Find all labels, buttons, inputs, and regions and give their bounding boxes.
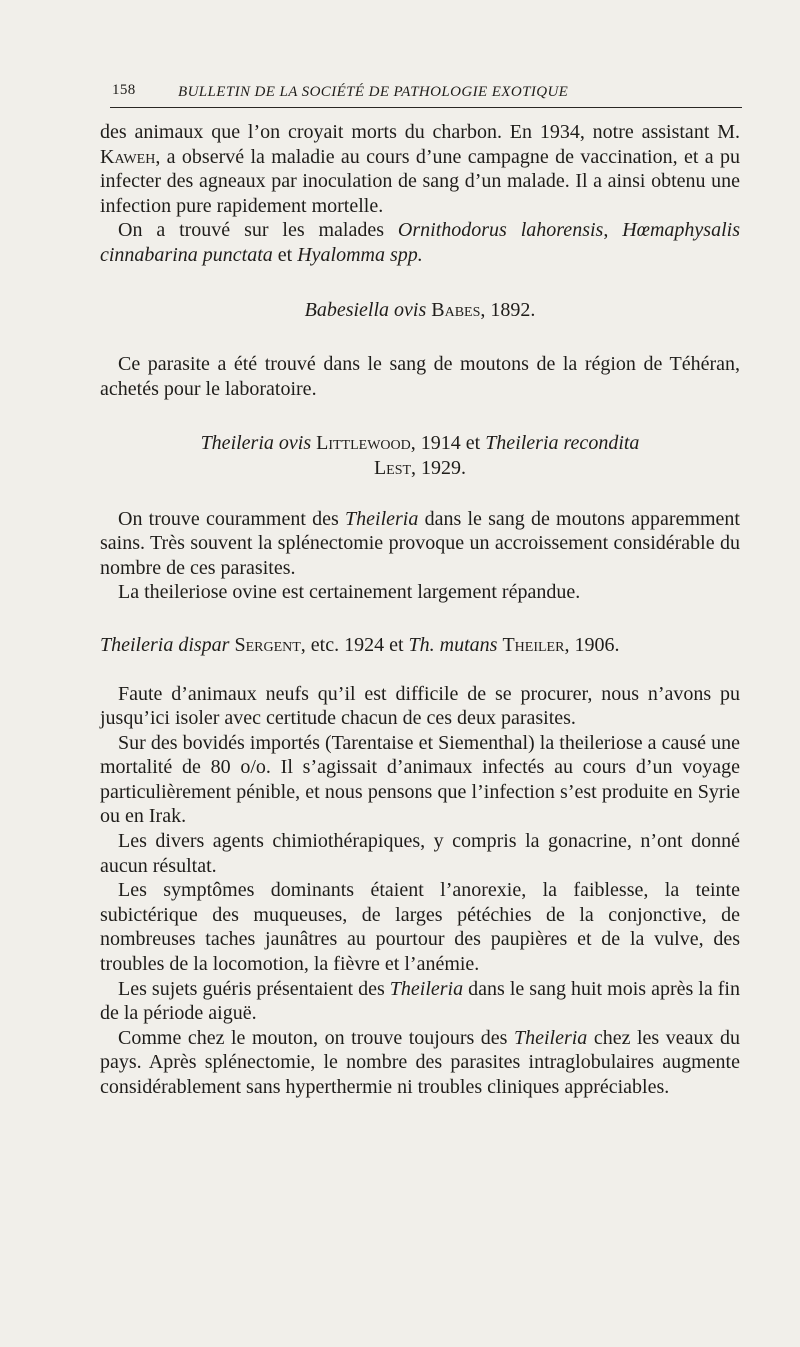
section-heading-theileria-dispar: Theileria dispar Sergent, etc. 1924 et Th. mutans Theiler, 1906. bbox=[100, 633, 620, 656]
paragraph-faute: Faute d’animaux neufs qu’il est difficile de se procurer, nous n’avons pu jusqu’ici isoler avec certitude chacun de ces deux parasites. bbox=[100, 682, 740, 730]
paragraph-kaweh: des animaux que l’on croyait morts du charbon. En 1934, notre assistant M. Kaweh, a observé la maladie au cours d’une campagne de vaccination, et a pu infecter des agneaux par inoculation de sang d’un malade. Il a ainsi obtenu une infection pure rapidement mortelle. bbox=[100, 121, 740, 217]
article-body bbox=[100, 120, 740, 1100]
page-number: 158 bbox=[112, 82, 136, 98]
header-rule bbox=[110, 107, 742, 108]
paragraph-agents: Les divers agents chimiothérapiques, y compris la gonacrine, n’ont donné aucun résultat. bbox=[100, 830, 740, 877]
paragraph-theileria-sheep: On trouve couramment des Theileria dans le sang de moutons apparemment sains. Très souvent la splénectomie provoque un accroissement considérable du nombre de ces parasites. bbox=[100, 507, 740, 579]
paragraph-ticks: On a trouvé sur les malades Ornithodorus lahorensis, Hœmaphysalis cinnabarina punctata et Hyalomma spp. bbox=[100, 219, 740, 266]
paragraph-theileriose-ovine: La theileriose ovine est certainement largement répandue. bbox=[118, 581, 581, 604]
paragraph-bovides: Sur des bovidés importés (Tarentaise et Siementhal) la theileriose a causé une mortalité de 80 o/o. Il s’agissait d’animaux infectés au cours d’un voyage particulièrement pénible, et nous pensons que l’infection s’est produite en Syrie ou en Irak. bbox=[100, 731, 740, 828]
species-name: Ornithodorus lahorensis bbox=[397, 219, 604, 242]
author-name: Kaweh bbox=[100, 145, 156, 168]
species-name: Hyalomma spp. bbox=[297, 243, 423, 266]
paragraph-symptomes: Les symptômes dominants étaient l’anorexie, la faiblesse, la teinte subictérique des muqueuses, de larges pétéchies de la conjonctive, de nombreuses taches jaunâtres au pourtour des paupières et de la vulve, des troubles de la locomotion, la fièvre et l’anémie. bbox=[100, 879, 740, 976]
section-heading-theileria-ovis: Theileria ovis Littlewood, 1914 et Theileria recondita Lest, 1929. bbox=[200, 432, 640, 479]
paragraph-veaux: Comme chez le mouton, on trouve toujours des Theileria chez les veaux du pays. Après splénectomie, le nombre des parasites intraglobulaires augmente considérablement sans hyperthermie ni troubles cliniques appréciables. bbox=[100, 1026, 740, 1098]
paragraph-sujets-gueris: Les sujets guéris présentaient des Theileria dans le sang huit mois après la fin de la période aiguë. bbox=[100, 977, 740, 1025]
species-name: Hœmaphysalis cinnabarina punctata bbox=[100, 219, 740, 266]
journal-title: BULLETIN DE LA SOCIÉTÉ DE PATHOLOGIE EXOTIQUE bbox=[178, 84, 569, 100]
running-header bbox=[110, 78, 734, 108]
paragraph-babesiella: Ce parasite a été trouvé dans le sang de moutons de la région de Téhéran, achetés pour le laboratoire. bbox=[100, 353, 740, 400]
section-heading-babesiella: Babesiella ovis Babes, 1892. bbox=[304, 298, 536, 321]
